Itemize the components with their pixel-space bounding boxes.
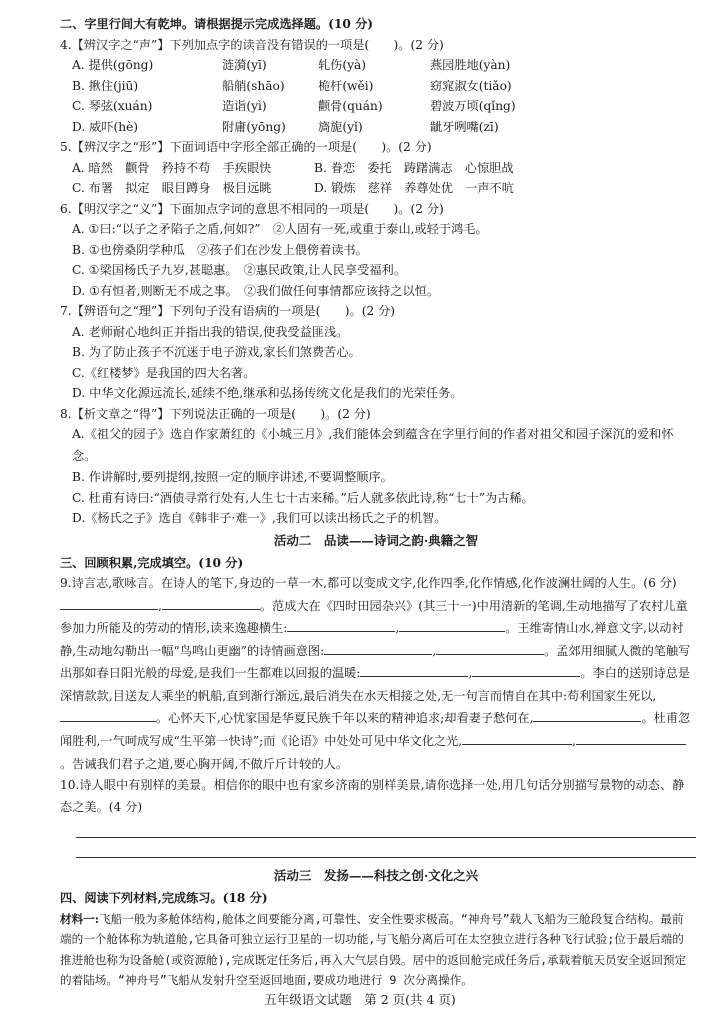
material-1-text: 飞船一般为多舱体结构,舱体之间要能分离,可靠性、安全性要求极高。“神舟号”载人飞船为三舱段复合结构。最前端的一个舱体称为轨道舱,它具备可独立运行卫星的一切功能,与飞船分离后可在太空独立进行各种飞行试验;位于最后端的推进舱也称为设备舱(或资源舱),完成既定任务后,再入大气层自毁。居中的返回舱完成任务后,承载着航天员安全返回预定的着陆场。“神舟号”飞船从发射升空至返回地面,要成功地进行 9 次分离操作。: [60, 911, 687, 988]
q9-blank-1[interactable]: [60, 596, 158, 610]
q4-a-3: 轧伤(yà): [318, 58, 367, 72]
q7-stem: 7.【辨语句之“理”】下列句子没有语病的一项是( )。(2 分): [60, 304, 396, 318]
q4-b-1: B. 揪住(jiū): [72, 78, 139, 93]
q4-d-4: 龇牙咧嘴(zī): [430, 119, 499, 134]
q9-blank-3[interactable]: [287, 618, 395, 632]
q5-option-a: A. 暗然 颧骨 矜持不苟 手疾眼快: [72, 160, 272, 175]
q8-option-d: D.《杨氏之子》选自《韩非子·难一》,我们可以读出杨氏之子的机智。: [72, 511, 447, 525]
activity3-heading: 活动三 发扬——科技之创·文化之兴: [273, 868, 479, 884]
q4-c-4: 碧波万顷(qǐng): [430, 99, 516, 113]
q6-stem: 6.【明汉字之“义”】下面加点字词的意思不相同的一项是( )。(2 分): [60, 201, 444, 216]
q4-b-2: 船艄(shāo): [222, 78, 285, 93]
q4-c-1: C. 琴弦(xuán): [72, 99, 153, 113]
q6-option-a: A. ①曰:“以子之矛陷子之盾,何如?” ②人固有一死,或重于泰山,或轻于鸿毛。: [72, 222, 488, 236]
q9-blank-8[interactable]: [472, 663, 580, 677]
q8-option-b: B. 作讲解时,要列提纲,按照一定的顺序讲述,不要调整顺序。: [72, 470, 393, 484]
q7-option-a: A. 老师耐心地纠正并指出我的错误,使我受益匪浅。: [72, 324, 349, 339]
q9-text-3: ,: [395, 621, 400, 636]
q5-option-d: D. 锻炼 慈祥 养尊处优 一声不吭: [314, 181, 514, 195]
q9-text-11: ,: [572, 734, 577, 749]
q4-a-2: 涟漪(yī): [222, 58, 267, 72]
q4-a-4: 燕园胜地(yàn): [430, 58, 511, 72]
q9-text-1: ,: [158, 598, 162, 613]
q9-text-5: ,: [432, 643, 437, 658]
q9-blank-4[interactable]: [399, 618, 505, 632]
q4-b-3: 桅杆(wěi): [318, 78, 374, 93]
q9-blank-6[interactable]: [436, 641, 544, 655]
exam-page: [60, 14, 692, 991]
q6-option-c: C. ①梁国杨氏子九岁,甚聪惠。 ②惠民政策,让人民享受福利。: [72, 263, 406, 277]
q5-option-c: C. 布署 拟定 眼目蹲身 极目远眺: [72, 181, 272, 195]
answer-line-1[interactable]: [76, 818, 696, 838]
q4-c-2: 造诣(yì): [222, 99, 267, 113]
q4-d-2: 附庸(yōng): [222, 119, 286, 134]
page-footer: 五年级语文试题 第 2 页(共 4 页): [264, 992, 456, 1007]
q9-text-8: 。李白的送别诗总是深情款款,目送友人乘坐的帆船,直到渐行渐远,最后消失在水天相接之处,无一句言而情自在其中:苟利国家生死以,: [60, 666, 691, 703]
q9-text-9: 。心怀天下,心忧家国是华夏民族千年以来的精神追求;却看妻子愁何在,: [156, 711, 534, 726]
q9-blank-7[interactable]: [360, 663, 468, 677]
q4-row-b: [60, 76, 692, 97]
q4-row-d: [60, 117, 692, 138]
q4-d-1: D. 威吓(hè): [72, 119, 139, 134]
material-1-label: 材料一:: [60, 911, 100, 926]
q4-d-3: 旖旎(yǐ): [318, 119, 363, 134]
q4-stem: 4.【辨汉字之“声”】下列加点字的读音没有错误的一项是( )。(2 分): [60, 37, 444, 52]
q4-row-a: [60, 55, 692, 76]
q9-text-12: 。告诫我们君子之道,要心胸开阔,不做斤斤计较的人。: [60, 756, 349, 771]
q9-intro: 9.诗言志,歌咏言。在诗人的笔下,身边的一草一木,都可以变成文字,化作四季,化作情感,化作波澜壮阔的人生。(6 分): [60, 576, 677, 590]
q8-option-c: C. 杜甫有诗曰:“酒债寻常行处有,人生七十古来稀。”后人就多依此诗,称“七十”为古稀。: [72, 490, 534, 505]
activity2-heading: 活动二 品读——诗词之韵·典籍之智: [273, 532, 479, 548]
q10-text: 10.诗人眼中有别样的美景。相信你的眼中也有家乡济南的别样美景,请你选择一处,用几句话分别描写景物的动态、静态之美。(4 分): [60, 778, 685, 814]
q9-blank-9[interactable]: [60, 708, 156, 722]
q6-option-b: B. ①也傍桑阴学种瓜 ②孩子们在沙发上偎傍着读书。: [72, 242, 368, 257]
q7-option-c: C.《红楼梦》是我国的四大名著。: [72, 365, 256, 380]
q8-option-a: A.《祖父的园子》选自作家萧红的《小城三月》,我们能体会到蕴含在字里行间的作者对祖父和园子深沉的爱和怀念。: [72, 427, 674, 463]
q5-stem: 5.【辨汉字之“形”】下面词语中字形全部正确的一项是( )。(2 分): [60, 140, 432, 154]
q7-option-d: D. 中华文化源远流长,延续不绝,继承和弘扬传统文化是我们的光荣任务。: [72, 386, 463, 400]
q9-blank-5[interactable]: [324, 641, 432, 655]
section3-title: 三、回顾积累,完成填空。(10 分): [60, 555, 244, 570]
answer-line-2[interactable]: [76, 838, 696, 858]
q5-row-2: [60, 178, 692, 199]
q9-fill-paragraph: [60, 595, 692, 776]
q5-option-b: B. 眷恋 委托 踌躇满志 心惊胆战: [314, 160, 514, 175]
q9-text-6: 。孟郊用细腻人微的笔触写出那如春日阳光般的母爱,是我们一生都难以回报的温暖:: [60, 643, 691, 681]
q9-blank-2[interactable]: [162, 596, 260, 610]
q4-b-4: 窈窕淑女(tiǎo): [430, 78, 512, 93]
q4-row-c: [60, 96, 692, 117]
q9-text-10: 。杜甫忽闻胜利,一气呵成写成“生平第一快诗”;而《论语》中处处可见中华文化之光,: [60, 711, 691, 749]
q9-text-4: 。王维寄情山水,禅意文字,以动衬静,生动地勾勒出一幅“鸟鸣山更幽”的诗情画意图:: [60, 621, 684, 658]
q4-c-3: 颧骨(quán): [318, 99, 383, 113]
q8-stem: 8.【析文章之“得”】下列说法正确的一项是( )。(2 分): [60, 406, 371, 421]
q9-text-7: ,: [468, 666, 473, 681]
q6-option-d: D. ①有恒者,则断无不成之事。 ②我们做任何事情都应该持之以恒。: [72, 283, 440, 298]
section2-title: 二、字里行间大有乾坤。请根据提示完成选择题。(10 分): [60, 17, 374, 31]
material-1: [60, 909, 692, 991]
q9-blank-12[interactable]: [576, 731, 686, 745]
q9-text-2: 。范成大在《四时田园杂兴》(其三十一)中用清新的笔调,生动地描写了农村儿童参加力所能及的劳动的情形,读来逸趣横生:: [60, 598, 688, 636]
q5-row-1: [60, 158, 692, 179]
q7-option-b: B. 为了防止孩子不沉迷于电子游戏,家长们煞费苦心。: [72, 345, 361, 359]
q9-blank-11[interactable]: [462, 731, 572, 745]
q9-blank-10[interactable]: [533, 708, 641, 722]
section4-title: 四、阅读下列材料,完成练习。(18 分): [60, 891, 268, 906]
q4-a-1: A. 提供(gōng): [72, 58, 154, 72]
